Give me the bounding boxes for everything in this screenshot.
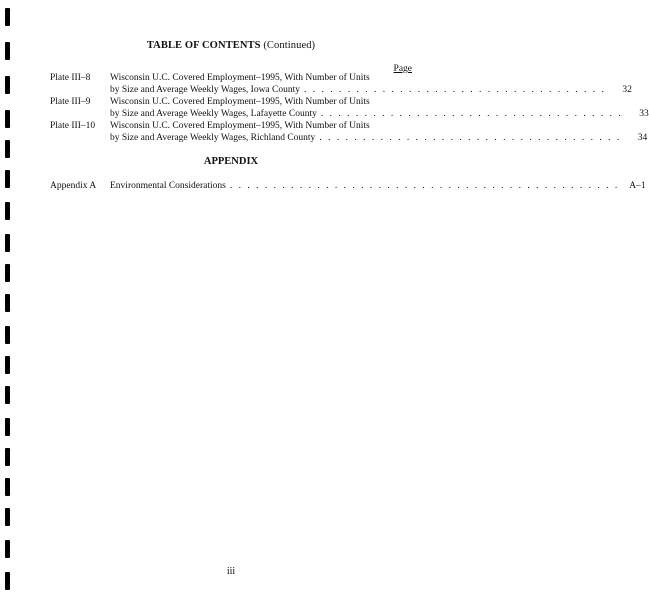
toc-entry-title-line2: by Size and Average Weekly Wages, Lafayette County — [110, 109, 317, 119]
toc-entry[interactable] — [50, 120, 648, 144]
toc-entry-page: 32 — [622, 85, 632, 95]
binding-mark — [5, 418, 10, 436]
appendix-entry-label: Appendix A — [50, 181, 97, 191]
dot-leader: . . . . . . . . . . . . . . . . . . . . . . . . . . . . . . . . . . . — [319, 133, 622, 143]
binding-mark — [5, 356, 10, 374]
toc-entry-title-line2: by Size and Average Weekly Wages, Richland County — [110, 133, 316, 143]
toc-entry-label: Plate III–8 — [50, 73, 91, 83]
toc-entry-page: 34 — [637, 133, 648, 143]
page-number: iii — [226, 566, 236, 577]
binding-mark — [5, 540, 10, 558]
toc-entry-leader-row — [110, 84, 632, 96]
toc-entry-label: Plate III–10 — [50, 121, 96, 131]
toc-title — [0, 40, 462, 51]
binding-mark — [5, 110, 10, 128]
appendix-heading: APPENDIX — [203, 156, 259, 167]
binding-mark — [5, 386, 10, 404]
toc-entry-title-line1: Wisconsin U.C. Covered Employment–1995, With Number of Units — [110, 73, 370, 83]
binding-mark — [5, 234, 10, 252]
appendix-entry-title: Environmental Considerations — [110, 181, 226, 191]
dot-leader: . . . . . . . . . . . . . . . . . . . . . . . . . . . . . . . . . . . . . . . . . . . . . — [229, 181, 620, 191]
toc-entry-page: 33 — [639, 109, 649, 119]
binding-mark — [5, 264, 10, 282]
toc-entry[interactable] — [50, 96, 649, 120]
binding-mark — [5, 326, 10, 344]
dot-leader: . . . . . . . . . . . . . . . . . . . . . . . . . . . . . . . . . . . — [320, 109, 623, 119]
binding-mark — [5, 8, 10, 26]
toc-entry[interactable] — [50, 72, 632, 96]
appendix-entry-page: A–1 — [629, 181, 646, 191]
page-column-header: Page — [393, 64, 412, 74]
toc-entry-label: Plate III–9 — [50, 97, 91, 107]
binding-mark — [5, 170, 10, 188]
binding-mark — [5, 478, 10, 496]
appendix-entry-leader-row — [110, 180, 646, 192]
toc-entry-title-line1: Wisconsin U.C. Covered Employment–1995, With Number of Units — [110, 97, 370, 107]
dot-leader: . . . . . . . . . . . . . . . . . . . . . . . . . . . . . . . . . . . — [304, 85, 606, 95]
toc-entry-leader-row — [110, 132, 648, 144]
binding-mark — [5, 76, 10, 94]
toc-entry-title-line2: by Size and Average Weekly Wages, Iowa County — [110, 85, 301, 95]
appendix-entry[interactable] — [50, 180, 646, 192]
toc-entry-title-line1: Wisconsin U.C. Covered Employment–1995, With Number of Units — [110, 121, 370, 131]
toc-title-suffix: (Continued) — [263, 40, 316, 51]
binding-mark — [5, 508, 10, 526]
toc-title-main: TABLE OF CONTENTS — [146, 40, 261, 51]
binding-mark — [5, 202, 10, 220]
binding-mark — [5, 448, 10, 466]
binding-mark — [5, 294, 10, 312]
toc-entry-leader-row — [110, 108, 649, 120]
